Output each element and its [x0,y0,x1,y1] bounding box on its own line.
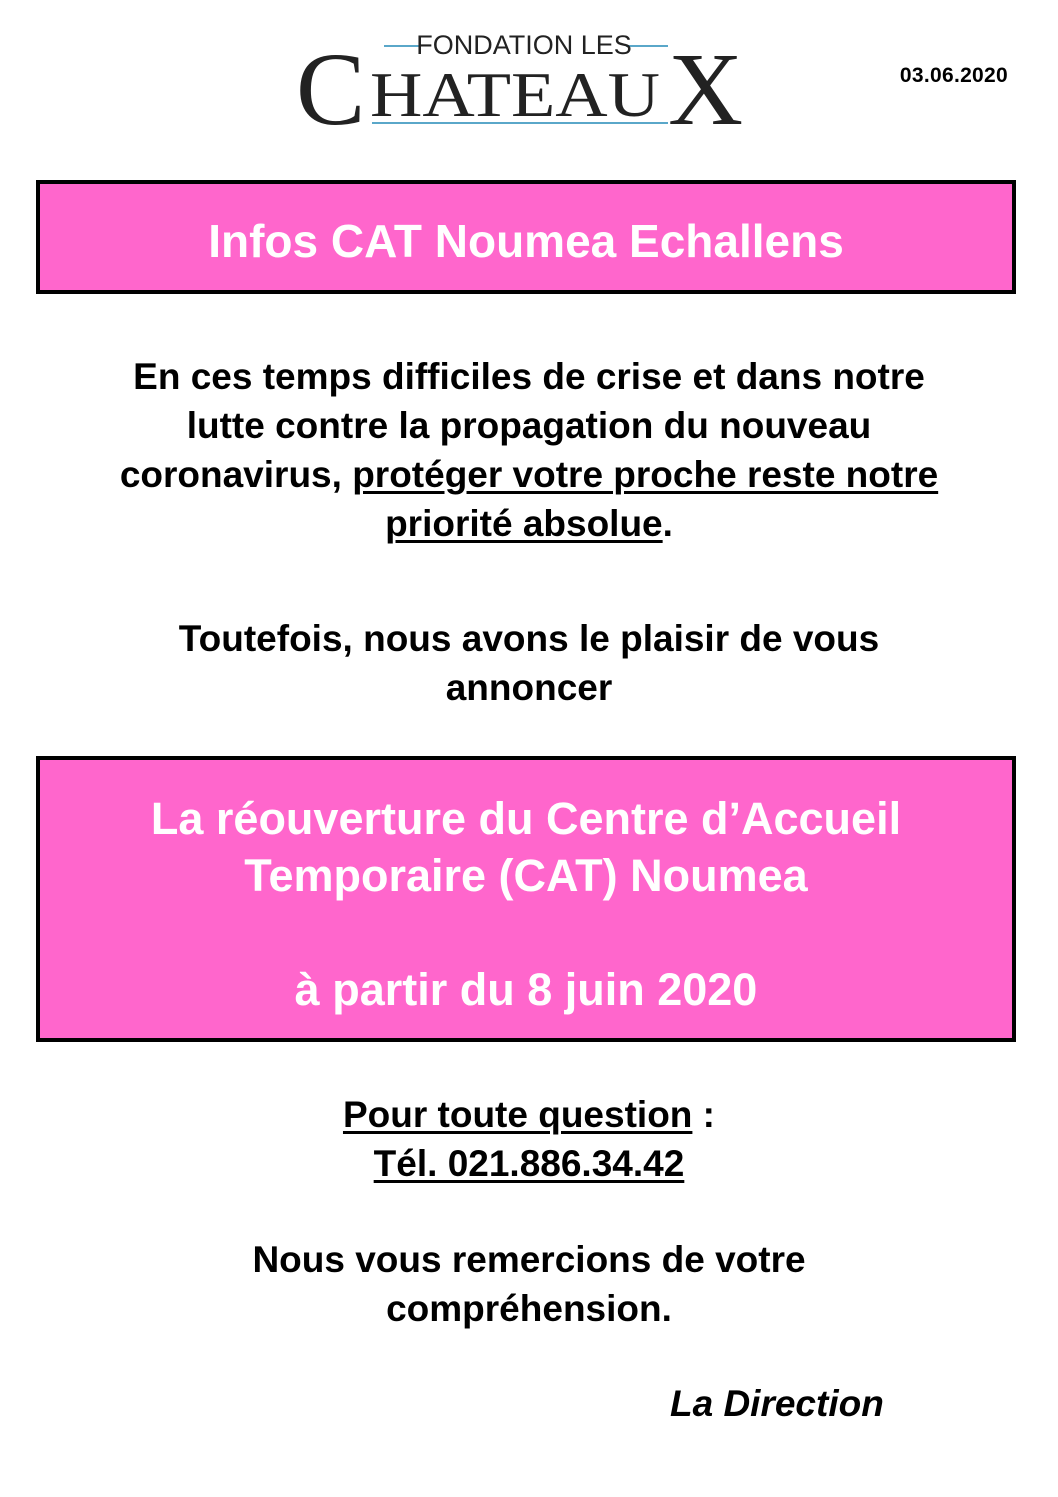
intro-line-2: lutte contre la propagation du nouveau [186,405,872,446]
intro-line-3 [0,450,1058,499]
intro-period: . [662,503,673,544]
signature: La Direction [670,1383,884,1424]
announcement-banner [36,756,1016,1042]
document-date: 03.06.2020 [899,64,1008,87]
title-text: Infos CAT Noumea Echallens [208,215,844,267]
intro-line-3-plain: coronavirus, [119,454,353,495]
intro-line-4 [0,499,1058,548]
closing-line-1: Nous vous remercions de votre [252,1239,806,1280]
logo-subtitle: FONDATION LES [416,30,632,60]
contact-phone: Tél. 021.886.34.42 [373,1143,685,1184]
title-banner [36,180,1016,294]
contact-phone-line [0,1139,1058,1188]
intro-emphasis-2: priorité absolue [385,503,663,544]
announcement-date-line: à partir du 8 juin 2020 [294,964,758,1015]
logo-name-middle: HATEAU [370,59,660,130]
intro-emphasis-1: protéger votre proche reste notre [352,454,939,495]
announcement-line-1: La réouverture du Centre d’Accueil [150,793,902,844]
intro-paragraph [0,352,1058,548]
announcement-line-2: Temporaire (CAT) Noumea [244,850,808,901]
transition-line-1: Toutefois, nous avons le plaisir de vous [178,618,880,659]
contact-label: Pour toute question [342,1094,693,1135]
announcement-spacer [40,904,1012,961]
closing-paragraph [0,1235,1058,1333]
transition-paragraph [0,614,1058,712]
contact-label-line [0,1090,1058,1139]
contact-label-colon: : [692,1094,716,1135]
contact-block [0,1090,1058,1188]
transition-line-2: annoncer [445,667,613,708]
logo-letter-x: X [668,32,744,130]
intro-line-1: En ces temps difficiles de crise et dans notre [133,356,925,397]
closing-line-2: compréhension. [386,1288,672,1329]
logo-letter-c: C [296,32,366,130]
fondation-logo [296,30,766,130]
